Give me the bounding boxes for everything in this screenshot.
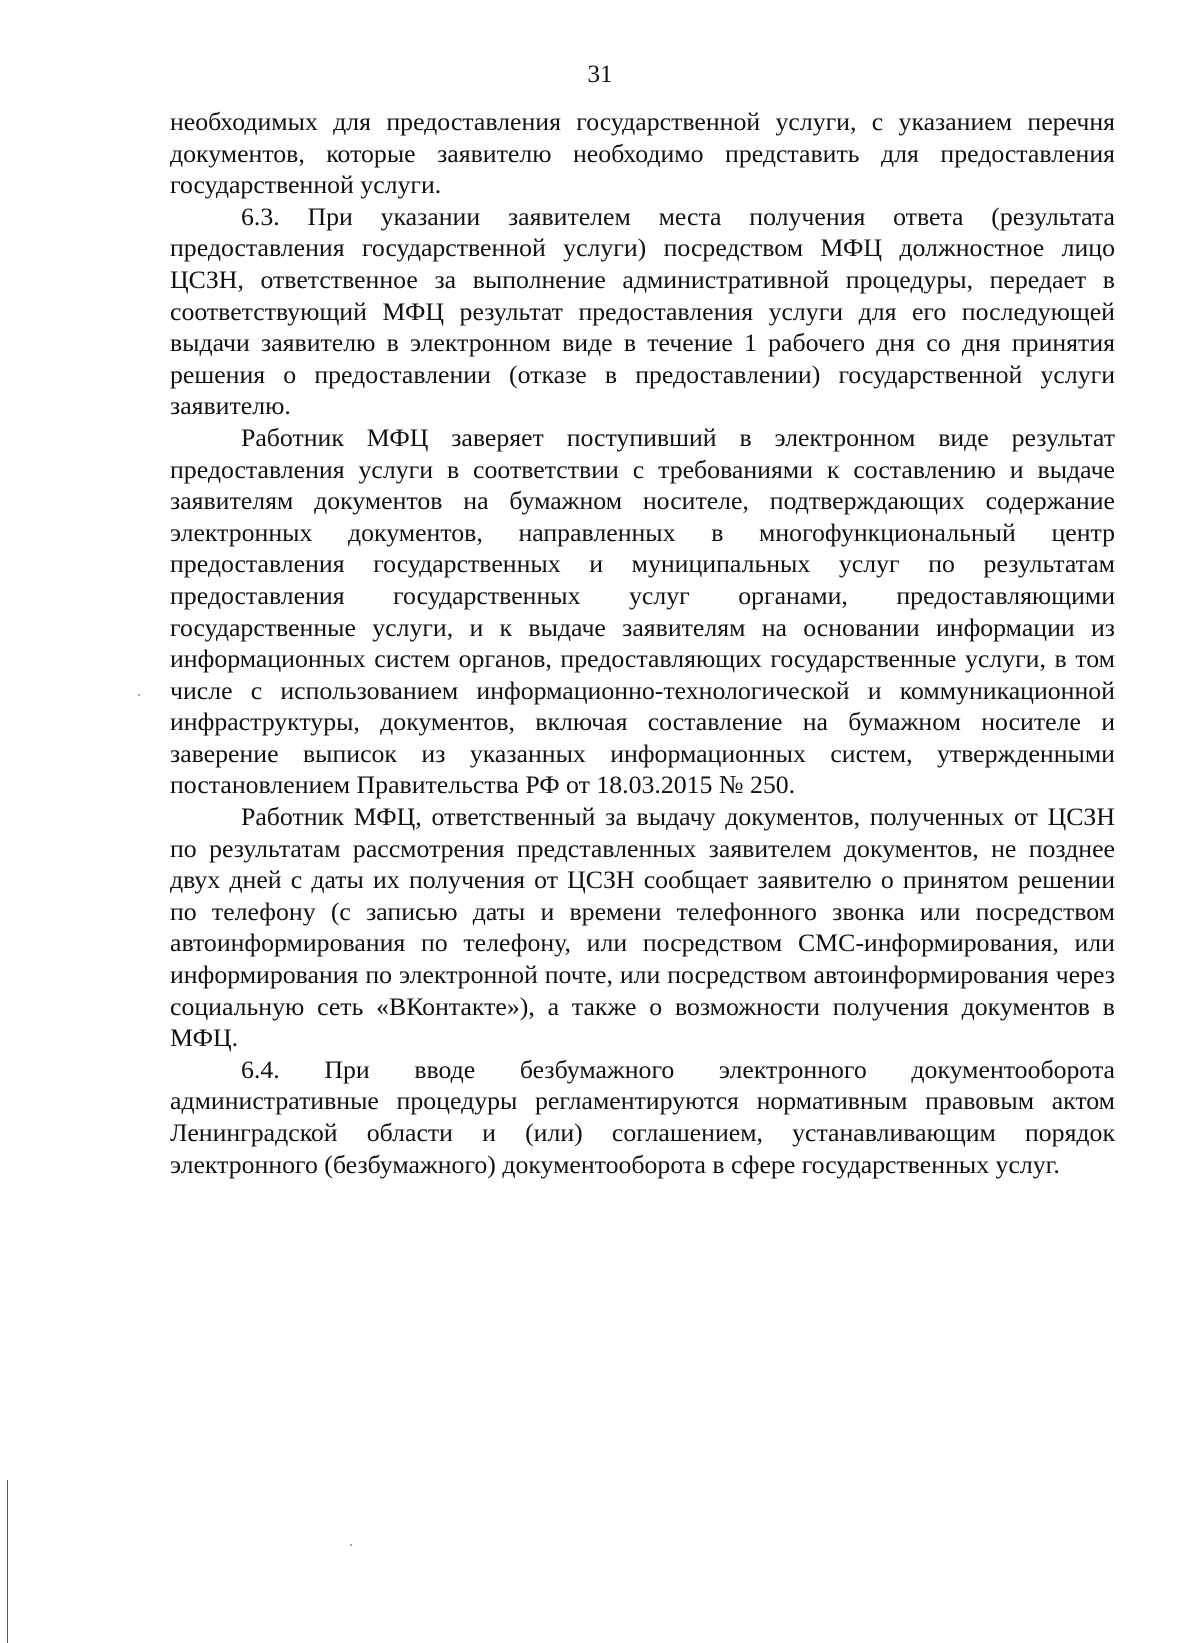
paragraph-6-3: 6.3. При указании заявителем места получения ответа (результата предоставления государственной услуги) посредством МФЦ должностное лицо ЦСЗН, ответственное за выполнение административной процедуры, передает в соответствующий МФЦ результат предоставления услуги для его последующей выдачи заявителю в электронном виде в течение 1 рабочего дня со дня принятия решения о предоставлении (отказе в предоставлении) государственной услуги заявителю.	[170, 201, 1115, 421]
document-body	[170, 106, 1115, 1180]
paragraph-mfc-certification: Работник МФЦ заверяет поступивший в электронном виде результат предоставления услуги в соответствии с требованиями к составлению и выдаче заявителям документов на бумажном носителе, подтверждающих содержание электронных документов, направленных в многофункциональный центр предоставления государственных и муниципальных услуг по результатам предоставления государственных услуг органами, предоставляющими государственные услуги, и к выдаче заявителям на основании информации из информационных систем органов, предоставляющих государственные услуги, в том числе с использованием информационно-технологической и коммуникационной инфраструктуры, документов, включая составление на бумажном носителе и заверение выписок из указанных информационных систем, утвержденными постановлением Правительства РФ от 18.03.2015 № 250.	[170, 422, 1115, 800]
scan-speck	[138, 694, 140, 696]
paragraph-6-4: 6.4. При вводе безбумажного электронного документооборота административные процедуры регламентируются нормативным правовым актом Ленинградской области и (или) соглашением, устанавливающим порядок электронного (безбумажного) документооборота в сфере государственных услуг.	[170, 1054, 1115, 1179]
page-number: 31	[587, 61, 613, 88]
paragraph-mfc-notification: Работник МФЦ, ответственный за выдачу документов, полученных от ЦСЗН по результатам рассмотрения представленных заявителем документов, не позднее двух дней с даты их получения от ЦСЗН сообщает заявителю о принятом решении по телефону (с записью даты и времени телефонного звонка или посредством автоинформирования по телефону, или посредством СМС-информирования, или информирования по электронной почте, или посредством автоинформирования через социальную сеть «ВКонтакте»), а также о возможности получения документов в МФЦ.	[170, 802, 1115, 1053]
paragraph-continuation: необходимых для предоставления государственной услуги, с указанием перечня документов, которые заявителю необходимо представить для предоставления государственной услуги.	[170, 107, 1115, 200]
scan-speck	[350, 1544, 352, 1546]
scan-margin-line	[7, 1480, 8, 1643]
